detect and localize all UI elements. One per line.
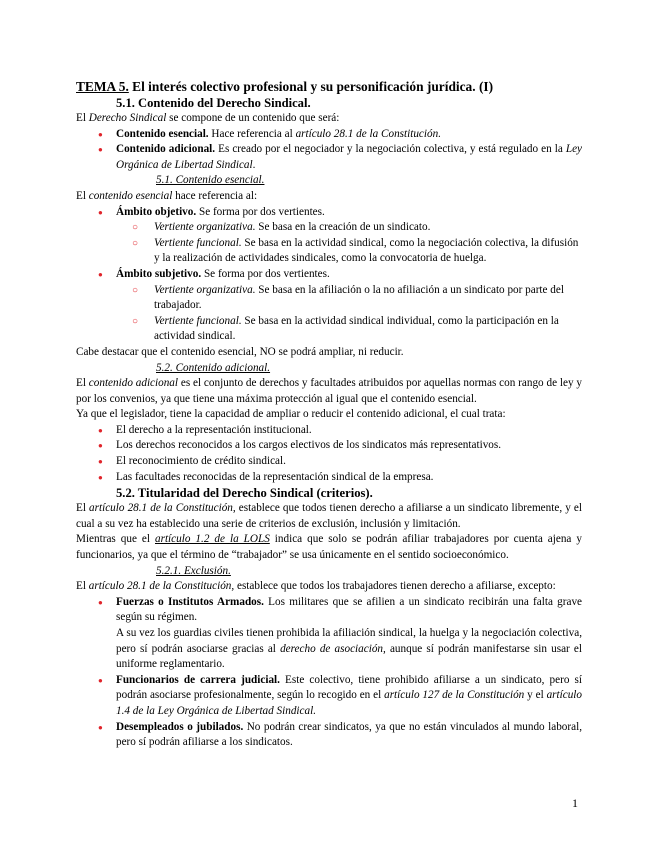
list-item: ● Ámbito objetivo. Se forma por dos vertientes. ○ Vertiente organizativa. Se basa en la creación de un sindicato. ○ Vertiente funcional. Se basa en la actividad sindical, como la negociación colectiva, la difusión y la realización de actividades sindicales, como la convocatoria de huelga. [76,205,582,267]
list-item: ● Contenido esencial. Hace referencia al artículo 28.1 de la Constitución. [76,127,582,143]
sub-list-item: ○ Vertiente organizativa. Se basa en la creación de un sindicato. [76,220,582,236]
sub-list-item: ○ Vertiente funcional. Se basa en la actividad sindical, como la negociación colectiva, la difusión y la realización de actividades sindicales, como la convocatoria de huelga. [76,236,582,267]
paragraph: El contenido adicional es el conjunto de derechos y facultades atribuidos por aquellas normas con rango de ley y por los convenios, ya que tiene una máxima protección al igual que el contenido esencial. [76,377,582,405]
paragraph: Ya que el legislador, tiene la capacidad de ampliar o reducir el contenido adicional, el cual trata: [76,408,506,421]
paragraph: Mientras que el artículo 1.2 de la LOLS indica que solo se podrán afiliar trabajadores por cuenta ajena y funcionarios, ya que el término de “trabajador” se usa únicamente en el sentido socioeconómico. [76,533,582,562]
list-item: ● Desempleados o jubilados. No podrán crear sindicatos, ya que no están vinculados al mundo laboral, pero sí podrán afiliarse a los sindicatos. [76,720,582,751]
list-item: ● Las facultades reconocidas de la representación sindical de la empresa. [76,470,582,486]
paragraph: El Derecho Sindical se compone de un contenido que será: [76,112,340,124]
list-item: ● Fuerzas o Institutos Armados. Los militares que se afilien a un sindicato recibirán una falta grave según su régimen. A su vez los guardias civiles tienen prohibida la afiliación sindical, la huelga y la negociación colectiva, pero sí podrán asociarse gracias al derecho de asociación, aunque sí podrán manifestarse sin usar el uniforme reglamentario. [76,595,582,673]
list-item: ● Funcionarios de carrera judicial. Este colectivo, tiene prohibido afiliarse a un sindicato, pero sí podrán asociarse profesionalmente, según lo recogido en el artículo 127 de la Constitución y el artículo 1.4 de la Ley Orgánica de Libertad Sindical. [76,673,582,720]
list-item: ● El reconocimiento de crédito sindical. [76,454,582,470]
paragraph: El artículo 28.1 de la Constitución, establece que todos tienen derecho a afiliarse a un sindicato libremente, y el cual a su vez ha establecido una serie de criterios de exclusión, inclusión y limitación. [76,502,582,530]
list-item: ● El derecho a la representación institucional. [76,423,582,439]
sub-list-item: ○ Vertiente organizativa. Se basa en la afiliación o la no afiliación a un sindicato por parte del trabajador. [76,283,582,314]
sub-list-item: ○ Vertiente funcional. Se basa en la actividad sindical individual, como la participación en la actividad sindical. [76,314,582,345]
paragraph: El artículo 28.1 de la Constitución, establece que todos los trabajadores tienen derecho a afiliarse, excepto: [76,580,556,593]
title-number: TEMA 5. [76,79,129,94]
bullet-list [76,205,582,345]
title-text: El interés colectivo profesional y su personificación jurídica. (I) [128,79,494,94]
page-title [76,78,582,95]
paragraph: El contenido esencial hace referencia al: [76,189,258,202]
list-item-continuation: A su vez los guardias civiles tienen prohibida la afiliación sindical, la huelga y la negociación colectiva, pero sí podrán asociarse gracias al derecho de asociación, aunque sí podrán manifestarse sin usar el uniforme reglamentario. [116,627,582,671]
document-page [76,78,582,751]
section-5-1-heading: 5.1. Contenido del Derecho Sindical. [116,96,311,110]
bullet-list [76,595,582,751]
section-5-1-1-heading: 5.1. Contenido esencial. [156,174,265,187]
page-number: 1 [572,796,578,810]
list-item: ● Ámbito subjetivo. Se forma por dos vertientes. ○ Vertiente organizativa. Se basa en la afiliación o la no afiliación a un sindicato por parte del trabajador. ○ Vertiente funcional. Se basa en la actividad sindical individual, como la participación en la actividad sindical. [76,267,582,345]
bullet-list [76,127,582,174]
section-5-1-2-heading: 5.2. Contenido adicional. [156,361,271,374]
list-item: ● Los derechos reconocidos a los cargos electivos de los sindicatos más representativos. [76,438,582,454]
list-item: ● Contenido adicional. Es creado por el negociador y la negociación colectiva, y está regulado en la Ley Orgánica de Libertad Sindical. [76,142,582,173]
bullet-list [76,423,582,485]
section-5-2-1-heading: 5.2.1. Exclusión. [156,564,231,577]
section-5-2-heading: 5.2. Titularidad del Derecho Sindical (criterios). [116,486,373,501]
note: Cabe destacar que el contenido esencial, NO se podrá ampliar, ni reducir. [76,345,404,358]
